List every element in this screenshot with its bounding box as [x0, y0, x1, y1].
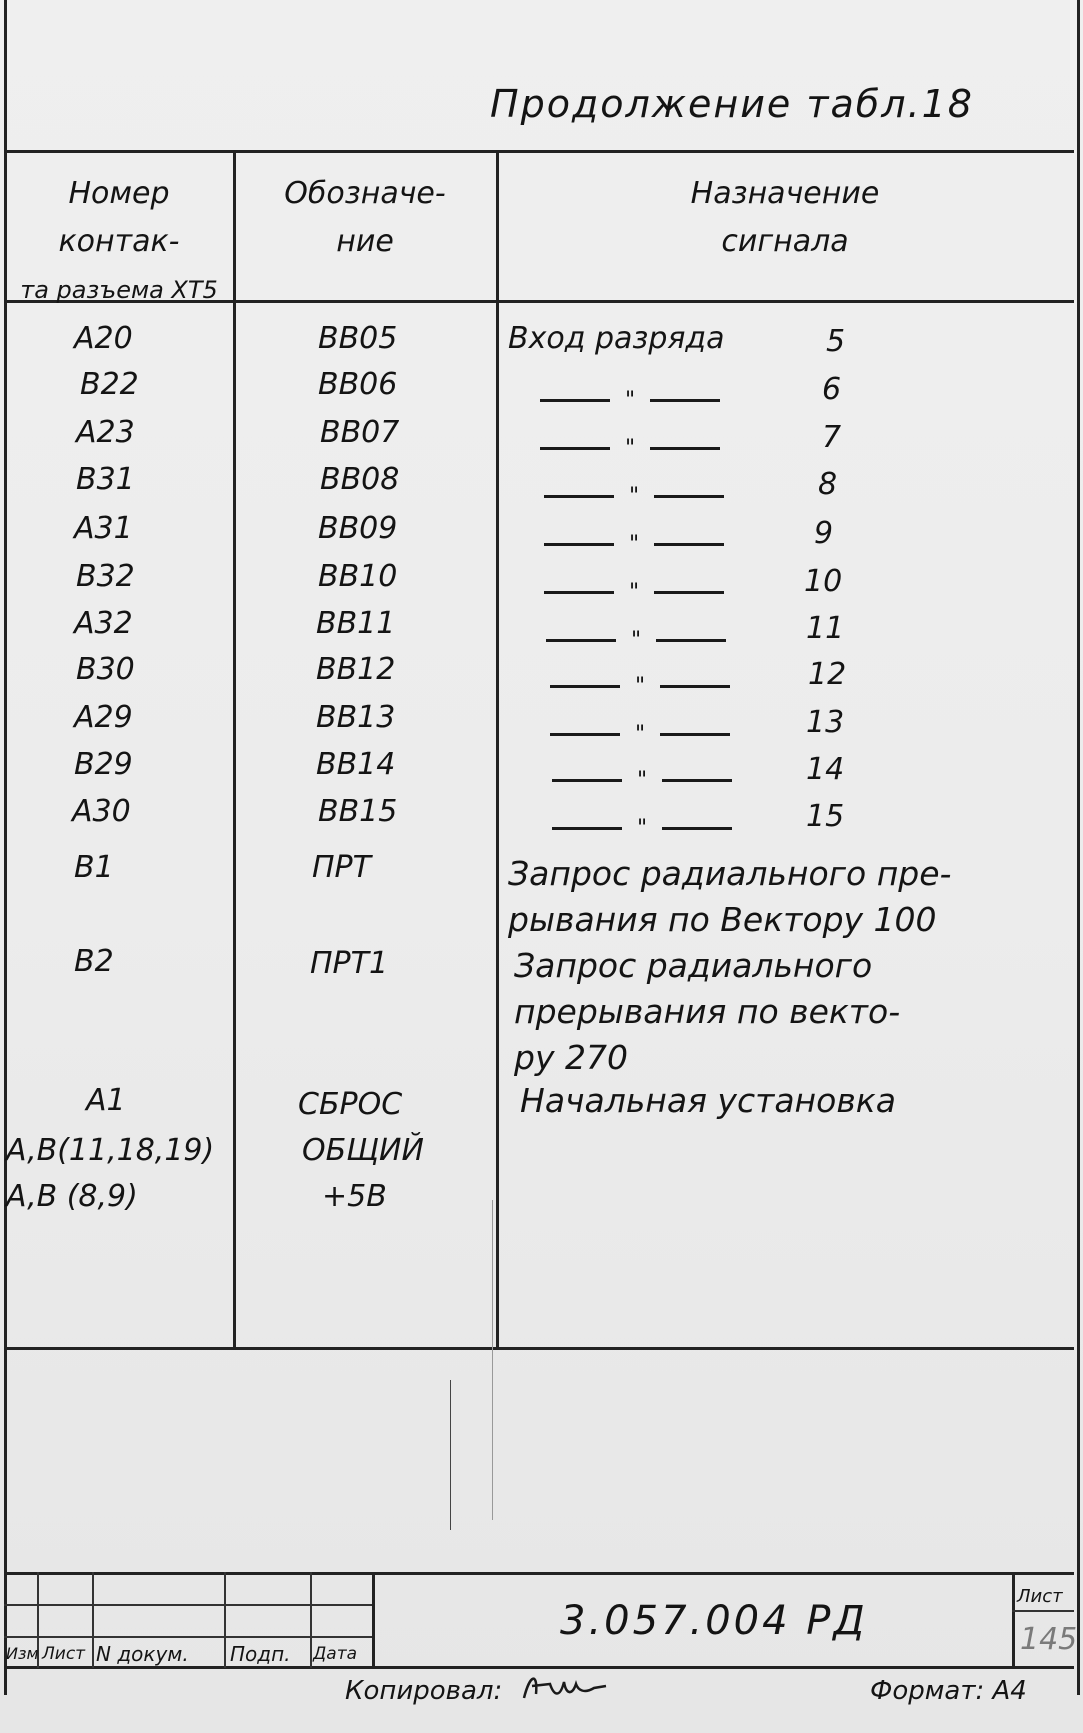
ditto-mark: [544, 532, 724, 557]
contact-cell: A20: [74, 321, 133, 356]
designation-cell: ПРТ: [312, 850, 371, 885]
ditto-mark: [550, 722, 730, 747]
column-header-designation: [236, 170, 494, 266]
tb-label-doc: N докум.: [96, 1642, 189, 1666]
purpose-cell: Вход разряда: [508, 321, 725, 356]
ditto-quote: ": [624, 436, 636, 461]
tb-label-sheet: Лист: [42, 1644, 86, 1664]
purpose-cell: Начальная установка: [520, 1081, 896, 1120]
bit-number: 6: [822, 372, 842, 407]
designation-cell: BB10: [318, 559, 398, 594]
column-header-purpose: [500, 170, 1070, 266]
title-block-col-rule: [310, 1572, 312, 1668]
stray-mark: [450, 1380, 451, 1530]
bit-number: 9: [814, 516, 834, 551]
contact-cell: A23: [76, 415, 135, 450]
contact-cell: A,B (8,9): [6, 1179, 138, 1214]
title-block-col-rule: [372, 1572, 375, 1668]
column-header-contact: [6, 170, 232, 314]
designation-cell: +5В: [322, 1179, 387, 1214]
designation-cell: BB13: [316, 700, 396, 735]
purpose-line: Запрос радиального: [514, 946, 873, 985]
tb-label-change: Изм: [6, 1644, 39, 1663]
purpose-cell-multiline: [508, 851, 951, 943]
contact-cell: A1: [86, 1083, 126, 1118]
ditto-mark: [540, 388, 720, 413]
designation-cell: BB07: [320, 415, 400, 450]
designation-cell: ОБЩИЙ: [302, 1133, 424, 1168]
sheet-cell-rule: [1012, 1610, 1074, 1612]
ditto-mark: [546, 628, 726, 653]
title-block-top-rule: [4, 1572, 1074, 1575]
title-block-row-rule: [4, 1636, 372, 1638]
ditto-quote: ": [628, 580, 640, 605]
continuation-title: Продолжение табл.18: [490, 82, 974, 126]
table-top-rule: [4, 150, 1074, 153]
bit-number: 15: [806, 799, 845, 834]
contact-cell: B1: [74, 850, 114, 885]
copied-by-label: Копировал:: [345, 1676, 503, 1706]
contact-cell: B32: [76, 559, 135, 594]
purpose-line: ру 270: [514, 1038, 628, 1077]
tb-label-sign: Подп.: [230, 1642, 291, 1666]
bit-number: 13: [806, 705, 845, 740]
designation-cell: BB06: [318, 367, 398, 402]
header-contact-line-1: Номер контак-: [58, 176, 180, 259]
designation-cell: BB11: [316, 606, 396, 641]
bit-number: 12: [808, 657, 847, 692]
designation-cell: СБРОС: [298, 1087, 403, 1122]
contact-cell: A30: [72, 794, 131, 829]
contact-cell: B31: [76, 462, 135, 497]
ditto-quote: ": [636, 768, 648, 793]
bit-number: 5: [826, 324, 846, 359]
purpose-line: прерывания по векто-: [514, 992, 901, 1031]
copier-signature: [520, 1668, 610, 1704]
ditto-quote: ": [634, 722, 646, 747]
column-divider-1: [233, 150, 236, 1350]
purpose-cell-multiline: [514, 943, 900, 1081]
sheet-number: 145: [1020, 1622, 1078, 1657]
ditto-mark: [544, 580, 724, 605]
designation-cell: BB09: [318, 511, 398, 546]
designation-cell: BB15: [318, 794, 398, 829]
title-block-col-rule: [92, 1572, 94, 1668]
bit-number: 7: [822, 420, 842, 455]
format-label: Формат: А4: [870, 1676, 1027, 1706]
title-block-row-rule: [4, 1604, 372, 1606]
title-block-col-rule: [224, 1572, 226, 1668]
bit-number: 14: [806, 752, 845, 787]
contact-cell: B22: [80, 367, 139, 402]
header-purpose-line-1: Назначение: [690, 176, 880, 211]
purpose-line: рывания по Вектору 100: [508, 900, 937, 939]
header-designation-line-2: ние: [336, 224, 394, 259]
contact-cell: B30: [76, 652, 135, 687]
header-contact-line-2: та разъема XT5: [20, 276, 218, 304]
contact-cell: A29: [74, 700, 133, 735]
contact-cell: B2: [74, 944, 114, 979]
contact-cell: A,B(11,18,19): [6, 1133, 215, 1168]
contact-cell: B29: [74, 747, 133, 782]
designation-cell: BB14: [316, 747, 396, 782]
ditto-quote: ": [628, 484, 640, 509]
ditto-quote: ": [634, 674, 646, 699]
bit-number: 8: [818, 467, 838, 502]
designation-cell: ПРТ1: [310, 946, 389, 981]
designation-cell: BB12: [316, 652, 396, 687]
contact-cell: A31: [74, 511, 133, 546]
ditto-mark: [540, 436, 720, 461]
document-number: 3.057.004 РД: [560, 1598, 868, 1644]
header-designation-line-1: Обозначе-: [284, 176, 446, 211]
designation-cell: BB08: [320, 462, 400, 497]
column-divider-2: [496, 150, 499, 1350]
ditto-mark: [552, 768, 732, 793]
sheet-label: Лист: [1017, 1586, 1063, 1607]
table-bottom-rule: [4, 1347, 1074, 1350]
tb-label-date: Дата: [313, 1644, 358, 1664]
ditto-quote: ": [624, 388, 636, 413]
ditto-mark: [544, 484, 724, 509]
bit-number: 10: [804, 564, 843, 599]
ditto-quote: ": [628, 532, 640, 557]
ditto-quote: ": [636, 816, 648, 841]
purpose-line: Запрос радиального пре-: [508, 854, 952, 893]
title-block-col-rule: [1012, 1572, 1015, 1668]
designation-cell: BB05: [318, 321, 398, 356]
contact-cell: A32: [74, 606, 133, 641]
ditto-mark: [550, 674, 730, 699]
ditto-quote: ": [630, 628, 642, 653]
stray-mark: [492, 1200, 493, 1520]
ditto-mark: [552, 816, 732, 841]
header-purpose-line-2: сигнала: [721, 224, 849, 259]
bit-number: 11: [806, 611, 845, 646]
